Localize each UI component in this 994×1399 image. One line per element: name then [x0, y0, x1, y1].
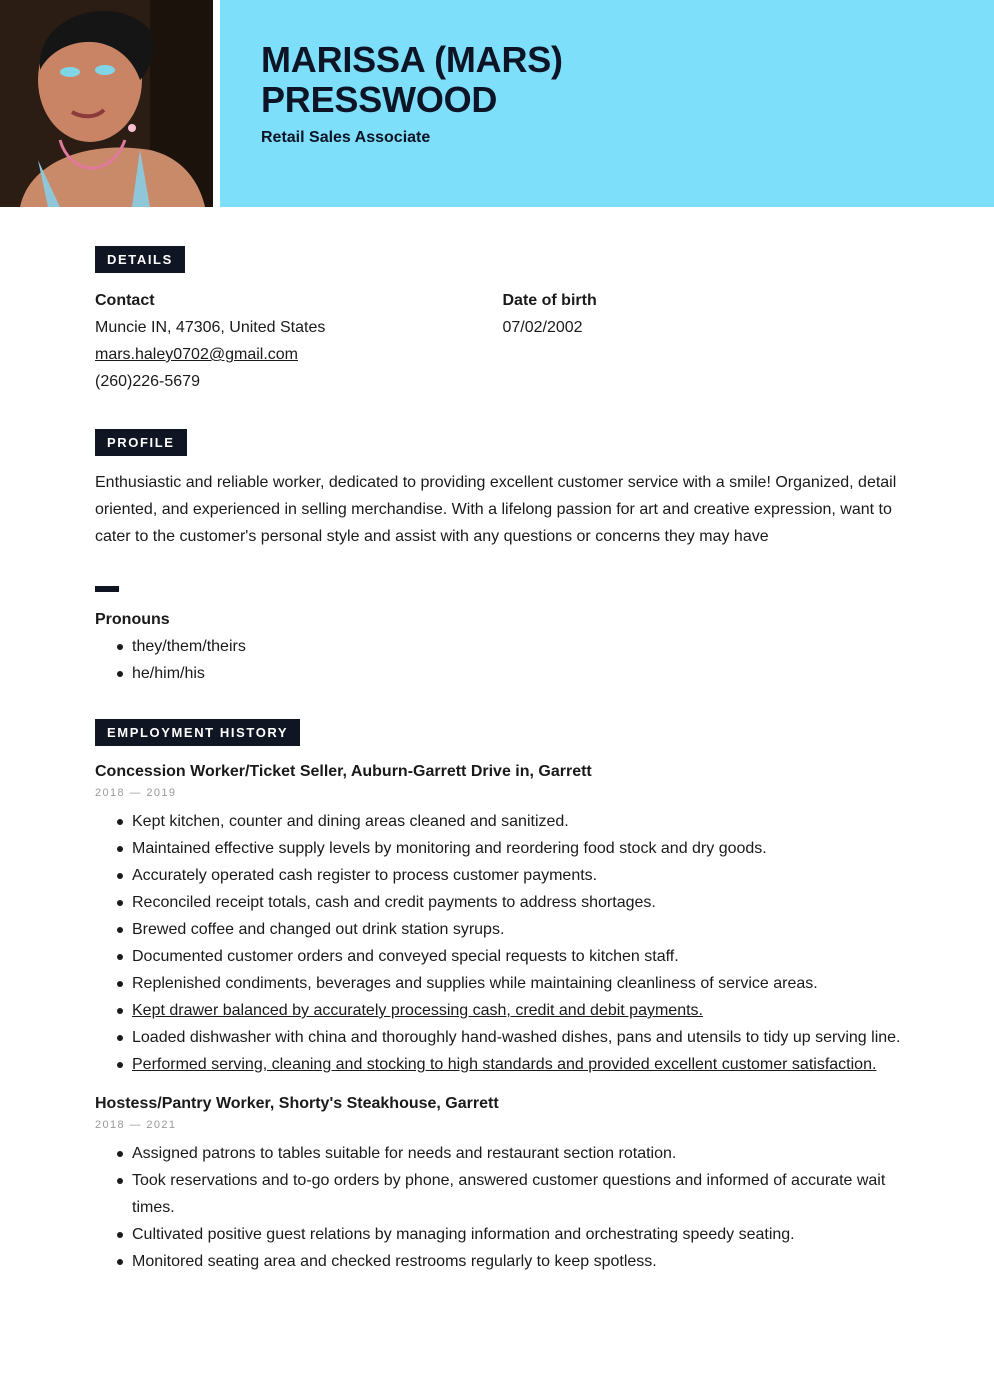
- details-section: [95, 287, 910, 395]
- job-2-title: Hostess/Pantry Worker, Shorty's Steakhouse, Garrett: [95, 1095, 499, 1112]
- address: Muncie IN, 47306, United States: [95, 319, 326, 336]
- list-item: Performed serving, cleaning and stocking to high standards and provided excellent customer satisfaction.: [132, 1051, 910, 1078]
- list-item: they/them/theirs: [132, 633, 910, 660]
- profile-section-label: PROFILE: [95, 429, 187, 456]
- candidate-name: [261, 40, 563, 120]
- list-item: Took reservations and to-go orders by phone, answered customer questions and informed of accurate wait times.: [132, 1167, 910, 1221]
- pronouns-heading: Pronouns: [95, 611, 170, 628]
- list-item: Accurately operated cash register to process customer payments.: [132, 862, 910, 889]
- pronouns-list: [95, 633, 910, 687]
- resume-body: [95, 246, 910, 1275]
- dob-value: 07/02/2002: [502, 319, 583, 336]
- list-item: Kept drawer balanced by accurately processing cash, credit and debit payments.: [132, 997, 910, 1024]
- phone: (260)226-5679: [95, 373, 200, 390]
- list-item: Documented customer orders and conveyed special requests to kitchen staff.: [132, 943, 910, 970]
- list-item: Replenished condiments, beverages and supplies while maintaining cleanliness of service areas.: [132, 970, 910, 997]
- header-banner: [220, 0, 994, 207]
- list-item: Cultivated positive guest relations by managing information and orchestrating speedy seating.: [132, 1221, 910, 1248]
- email-link[interactable]: mars.haley0702@gmail.com: [95, 346, 298, 363]
- job-title: Retail Sales Associate: [261, 129, 431, 146]
- list-item: Reconciled receipt totals, cash and credit payments to address shortages.: [132, 889, 910, 916]
- contact-heading: Contact: [95, 292, 155, 309]
- contact-column: [95, 287, 503, 395]
- profile-photo: [0, 0, 213, 207]
- job-2-dates: 2018 — 2021: [95, 1119, 177, 1131]
- job-1-title: Concession Worker/Ticket Seller, Auburn-Garrett Drive in, Garrett: [95, 763, 592, 780]
- section-divider: [95, 586, 119, 592]
- name-line-2: PRESSWOOD: [261, 79, 498, 120]
- job-1-duties: [95, 808, 910, 1078]
- details-section-label: DETAILS: [95, 246, 185, 273]
- profile-summary: Enthusiastic and reliable worker, dedicated to providing excellent customer service with a smile! Organized, detail oriented, and experienced in selling merchandise. With a lifelong passion for art and creative expression, want to cater to the customer's personal style and assist with any questions or concerns they may have: [95, 474, 897, 545]
- list-item: Kept kitchen, counter and dining areas cleaned and sanitized.: [132, 808, 910, 835]
- list-item: Loaded dishwasher with china and thoroughly hand-washed dishes, pans and utensils to tidy up serving line.: [132, 1024, 910, 1051]
- job-1-dates: 2018 — 2019: [95, 787, 177, 799]
- name-line-1: MARISSA (MARS): [261, 39, 563, 80]
- list-item: Maintained effective supply levels by monitoring and reordering food stock and dry goods.: [132, 835, 910, 862]
- list-item: he/him/his: [132, 660, 910, 687]
- list-item: Assigned patrons to tables suitable for needs and restaurant section rotation.: [132, 1140, 910, 1167]
- job-2-duties: [95, 1140, 910, 1275]
- list-item: Monitored seating area and checked restrooms regularly to keep spotless.: [132, 1248, 910, 1275]
- dob-heading: Date of birth: [502, 292, 597, 309]
- dob-column: [503, 287, 911, 395]
- list-item: Brewed coffee and changed out drink station syrups.: [132, 916, 910, 943]
- employment-section-label: EMPLOYMENT HISTORY: [95, 719, 300, 746]
